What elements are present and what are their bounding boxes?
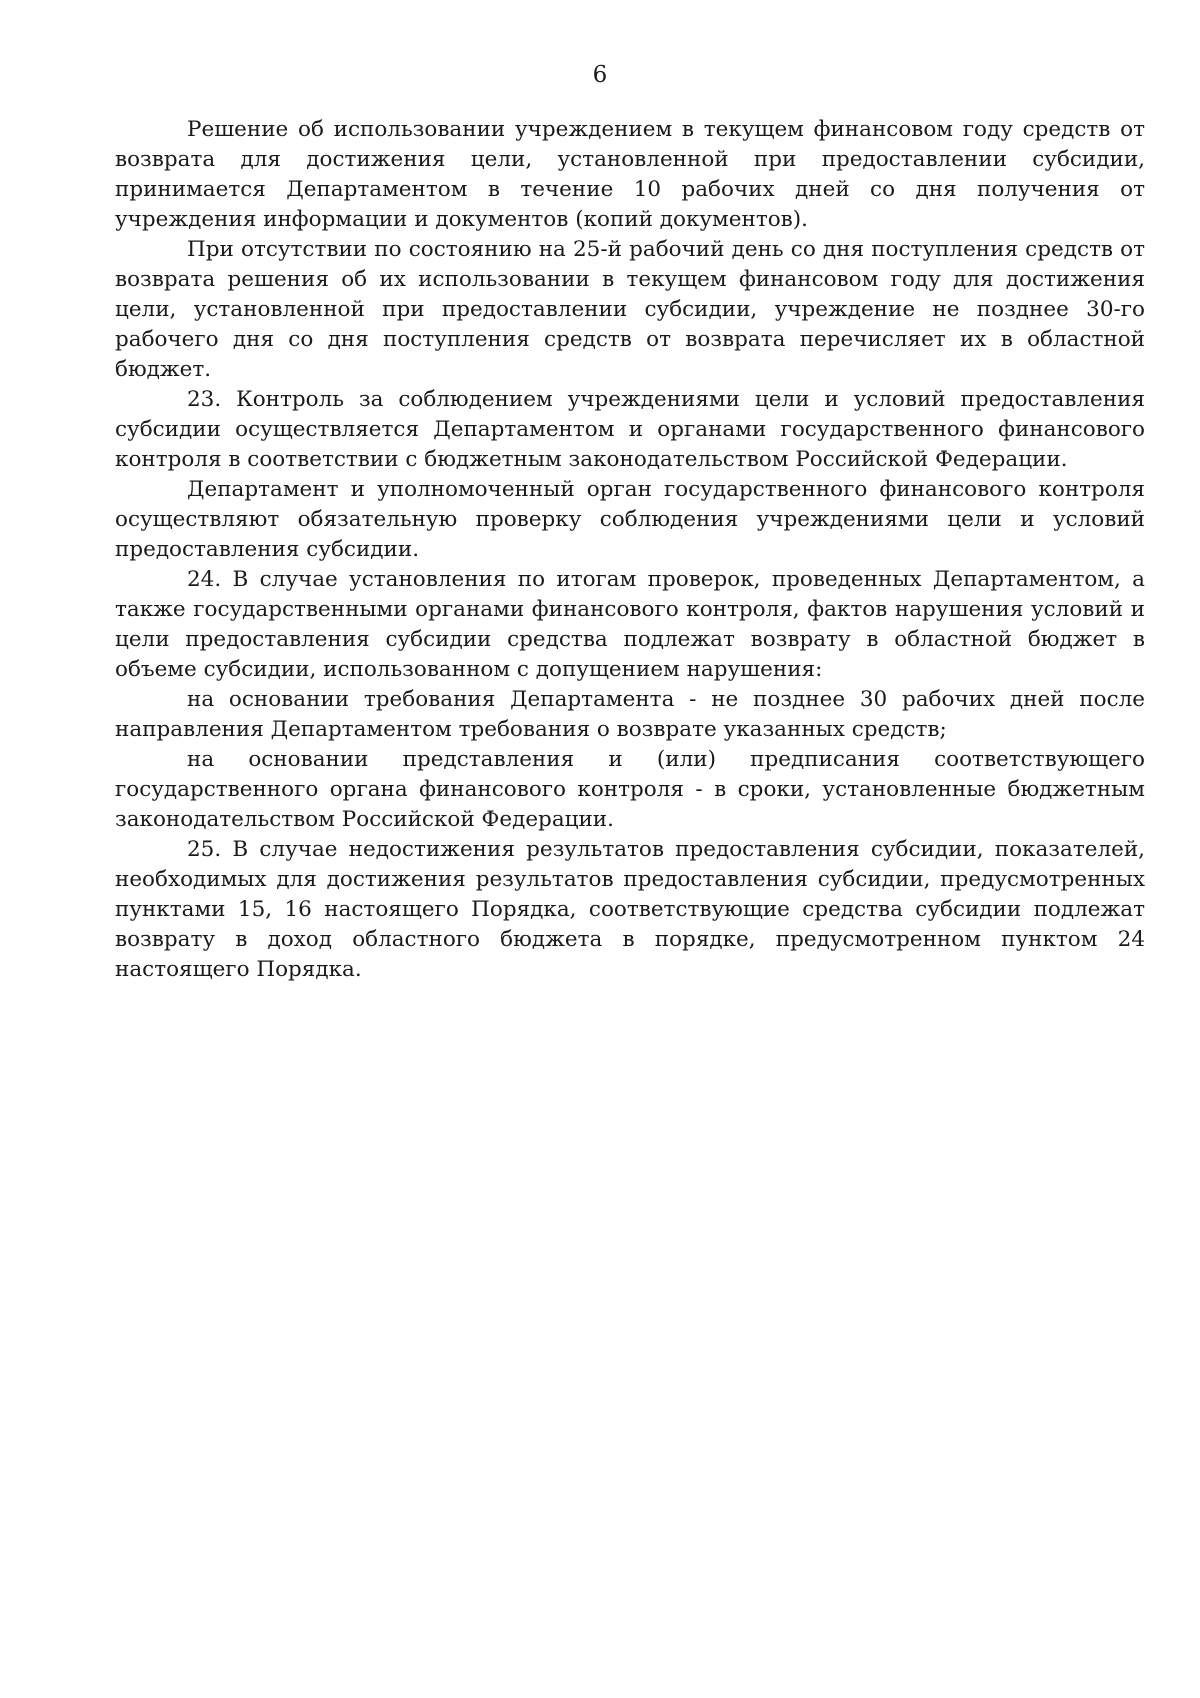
- document-body: [115, 115, 1145, 985]
- page-number: 6: [592, 62, 608, 88]
- paragraph-mandatory-check: Департамент и уполномоченный орган государственного финансового контроля осуществляют обязательную проверку соблюдения учреждениями цели и условий предоставления субсидии.: [115, 477, 1145, 562]
- paragraph-department-requirement: на основании требования Департамента - не позднее 30 рабочих дней после направления Департаментом требования о возврате указанных средств;: [115, 687, 1145, 742]
- paragraph-25-non-achievement: 25. В случае недостижения результатов предоставления субсидии, показателей, необходимых для достижения результатов предоставления субсидии, предусмотренных пунктами 15, 16 настоящего Порядка, соответствующие средства субсидии подлежат возврату в доход областного бюджета в порядке, предусмотренном пунктом 24 настоящего Порядка.: [115, 837, 1145, 982]
- paragraph-decision-on-use: Решение об использовании учреждением в текущем финансовом году средств от возврата для достижения цели, установленной при предоставлении субсидии, принимается Департаментом в течение 10 рабочих дней со дня получения от учреждения информации и документов (копий документов).: [115, 117, 1145, 232]
- paragraph-control-body-order: на основании представления и (или) предписания соответствующего государственного органа финансового контроля - в сроки, установленные бюджетным законодательством Российской Федерации.: [115, 747, 1145, 832]
- paragraph-absence-of-decision: При отсутствии по состоянию на 25-й рабочий день со дня поступления средств от возврата решения об их использовании в текущем финансовом году для достижения цели, установленной при предоставлении субсидии, учреждение не позднее 30-го рабочего дня со дня поступления средств от возврата перечисляет их в областной бюджет.: [115, 237, 1145, 382]
- paragraph-24-violation: 24. В случае установления по итогам проверок, проведенных Департаментом, а также государственными органами финансового контроля, фактов нарушения условий и цели предоставления субсидии средства подлежат возврату в областной бюджет в объеме субсидии, использованном с допущением нарушения:: [115, 567, 1145, 682]
- paragraph-23-control: 23. Контроль за соблюдением учреждениями цели и условий предоставления субсидии осуществляется Департаментом и органами государственного финансового контроля в соответствии с бюджетным законодательством Российской Федерации.: [115, 387, 1145, 472]
